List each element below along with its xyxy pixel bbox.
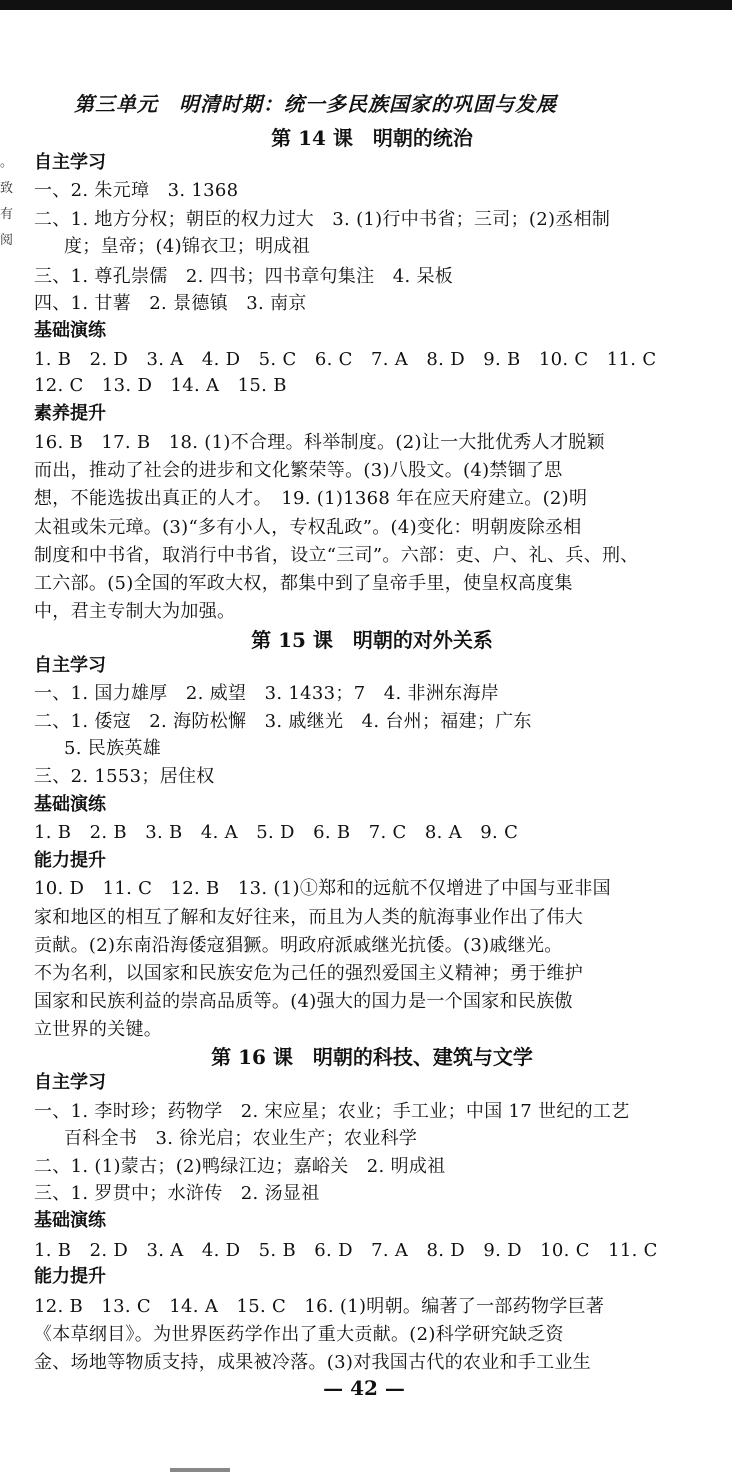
- section-heading: 素养提升: [34, 403, 106, 424]
- answer-line: 三、2. 1553；居住权: [34, 766, 215, 787]
- section-heading: 基础演练: [34, 320, 106, 341]
- answer-line: 三、1. 尊孔崇儒 2. 四书；四书章句集注 4. 呆板: [34, 266, 454, 287]
- answer-line: 1. B 2. B 3. B 4. A 5. D 6. B 7. C 8. A 9. C: [34, 822, 519, 843]
- answer-line: 二、1. (1)蒙古；(2)鸭绿江边；嘉峪关 2. 明成祖: [34, 1156, 446, 1177]
- margin-mark: 。: [0, 155, 14, 170]
- section-heading: 自主学习: [34, 1072, 106, 1093]
- bottom-edge-mark: [170, 1468, 230, 1472]
- answer-line: 而出，推动了社会的进步和文化繁荣等。(3)八股文。(4)禁锢了思: [34, 460, 563, 481]
- answer-line: 想，不能选拔出真正的人才。 19. (1)1368 年在应天府建立。(2)明: [34, 488, 588, 509]
- section-heading: 能力提升: [34, 850, 106, 871]
- unit-title: 第三单元 明清时期：统一多民族国家的巩固与发展: [74, 92, 557, 116]
- answer-line: 金、场地等物质支持，成果被冷落。(3)对我国古代的农业和手工业生: [34, 1352, 592, 1373]
- section-heading: 基础演练: [34, 1210, 106, 1231]
- answer-line: 一、1. 李时珍；药物学 2. 宋应星；农业；手工业；中国 17 世纪的工艺: [34, 1101, 630, 1122]
- section-heading: 自主学习: [34, 655, 106, 676]
- margin-mark: 有: [0, 207, 14, 222]
- answer-line: 立世界的关键。: [34, 1019, 163, 1040]
- margin-mark: 致: [0, 181, 14, 196]
- section-heading: 能力提升: [34, 1266, 106, 1287]
- answer-line: 1. B 2. D 3. A 4. D 5. B 6. D 7. A 8. D 9. D 10. C 11. C: [34, 1240, 658, 1261]
- answer-line: 二、1. 地方分权；朝臣的权力过大 3. (1)行中书省；三司；(2)丞相制: [34, 209, 611, 230]
- answer-line: 不为名利，以国家和民族安危为己任的强烈爱国主义精神；勇于维护: [34, 963, 583, 984]
- answer-line: 一、1. 国力雄厚 2. 威望 3. 1433；7 4. 非洲东海岸: [34, 683, 500, 704]
- answer-line: 5. 民族英雄: [64, 738, 161, 759]
- answer-line: 中，君主专制大为加强。: [34, 601, 236, 622]
- answer-line: 四、1. 甘薯 2. 景德镇 3. 南京: [34, 293, 307, 314]
- margin-mark: 阅: [0, 233, 14, 248]
- answer-line: 贡献。(2)东南沿海倭寇猖獗。明政府派戚继光抗倭。(3)戚继光。: [34, 935, 563, 956]
- answer-line: 10. D 11. C 12. B 13. (1)①郑和的远航不仅增进了中国与亚非国: [34, 878, 611, 899]
- section-heading: 自主学习: [34, 152, 106, 173]
- section-heading: 基础演练: [34, 794, 106, 815]
- answer-line: 国家和民族利益的崇高品质等。(4)强大的国力是一个国家和民族傲: [34, 991, 573, 1012]
- answer-line: 《本草纲目》。为世界医药学作出了重大贡献。(2)科学研究缺乏资: [34, 1324, 564, 1345]
- answer-line: 家和地区的相互了解和友好往来，而且为人类的航海事业作出了伟大: [34, 907, 583, 928]
- answer-line: 16. B 17. B 18. (1)不合理。科举制度。(2)让一大批优秀人才脱颖: [34, 432, 605, 453]
- answer-line: 12. B 13. C 14. A 15. C 16. (1)明朝。编著了一部药物学巨著: [34, 1296, 605, 1317]
- answer-line: 12. C 13. D 14. A 15. B: [34, 375, 287, 396]
- answer-line: 二、1. 倭寇 2. 海防松懈 3. 戚继光 4. 台州；福建；广东: [34, 711, 532, 732]
- answer-line: 1. B 2. D 3. A 4. D 5. C 6. C 7. A 8. D 9. B 10. C 11. C: [34, 349, 657, 370]
- answer-line: 度；皇帝；(4)锦衣卫；明成祖: [64, 236, 310, 257]
- answer-line: 太祖或朱元璋。(3)“多有小人，专权乱政”。(4)变化：明朝废除丞相: [34, 517, 582, 538]
- lesson-15-title: 第 15 课 明朝的对外关系: [251, 628, 493, 652]
- answer-line: 一、2. 朱元璋 3. 1368: [34, 180, 239, 201]
- answer-line: 制度和中书省，取消行中书省，设立“三司”。六部：吏、户、礼、兵、刑、: [34, 545, 639, 566]
- page-number: — 42 —: [323, 1376, 405, 1400]
- left-margin-marks: [0, 150, 14, 254]
- lesson-16-title: 第 16 课 明朝的科技、建筑与文学: [211, 1045, 533, 1069]
- top-edge-bar: [0, 0, 732, 10]
- lesson-14-title: 第 14 课 明朝的统治: [271, 126, 473, 150]
- answer-line: 三、1. 罗贯中；水浒传 2. 汤显祖: [34, 1183, 320, 1204]
- answer-line: 百科全书 3. 徐光启；农业生产；农业科学: [64, 1128, 418, 1149]
- answer-line: 工六部。(5)全国的军政大权，都集中到了皇帝手里，使皇权高度集: [34, 573, 573, 594]
